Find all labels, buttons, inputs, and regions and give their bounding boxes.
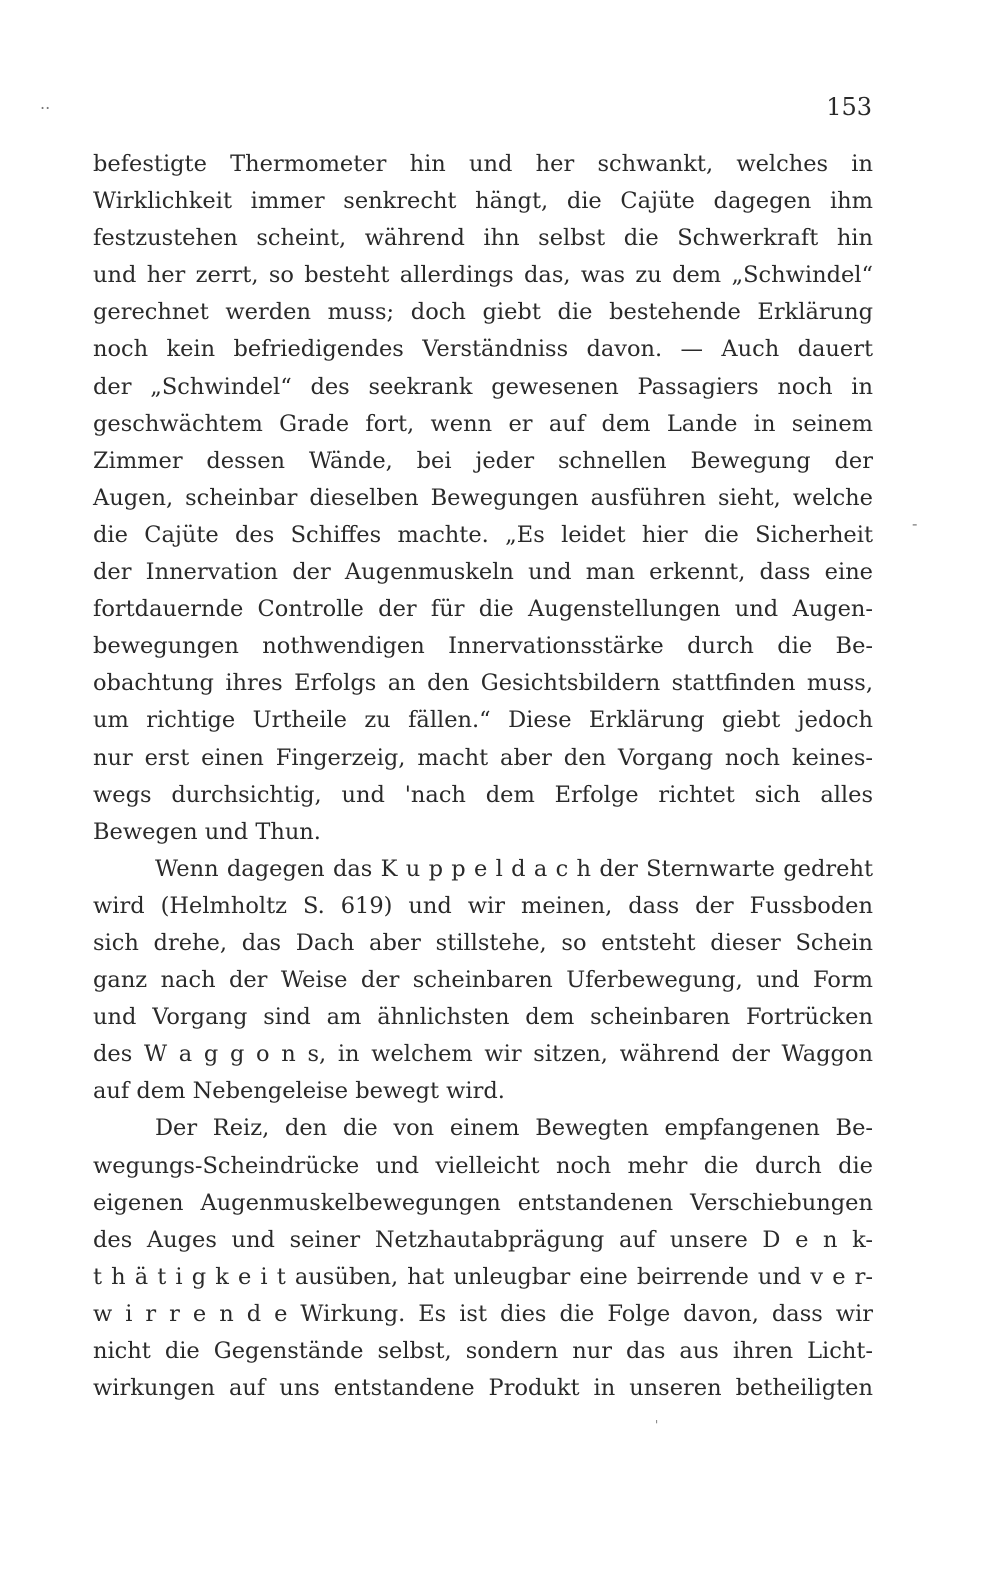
body-text bbox=[93, 146, 873, 1407]
text-line: ganz nach der Weise der scheinbaren Uferbewegung, und Form bbox=[93, 967, 873, 994]
text-line: obachtung ihres Erfolgs an den Gesichtsbildern stattfinden muss, bbox=[93, 670, 873, 697]
text-line: des W a g g o n s, in welchem wir sitzen, während der Waggon bbox=[93, 1041, 873, 1068]
text-line: Wenn dagegen das K u p p e l d a c h der Sternwarte gedreht bbox=[155, 855, 873, 882]
text-line: w i r r e n d e Wirkung. Es ist dies die Folge davon, dass wir bbox=[93, 1300, 873, 1327]
text-line: wegs durchsichtig, und 'nach dem Erfolge richtet sich alles bbox=[93, 781, 873, 808]
text-line: der „Schwindel“ des seekrank gewesenen Passagiers noch in bbox=[93, 373, 873, 400]
text-line: geschwächtem Grade fort, wenn er auf dem Lande in seinem bbox=[93, 410, 873, 437]
text-line: nur erst einen Fingerzeig, macht aber den Vorgang noch keines- bbox=[93, 744, 873, 771]
text-line: wirkungen auf uns entstandene Produkt in unseren betheiligten bbox=[93, 1375, 873, 1402]
text-line: und her zerrt, so besteht allerdings das, was zu dem „Schwindel“ bbox=[93, 262, 873, 289]
text-line: und Vorgang sind am ähnlichsten dem scheinbaren Fortrücken bbox=[93, 1004, 873, 1031]
text-line: nicht die Gegenstände selbst, sondern nur das aus ihren Licht- bbox=[93, 1338, 873, 1364]
scan-mark-right: - bbox=[912, 514, 918, 533]
text-line: Der Reiz, den die von einem Bewegten empfangenen Be- bbox=[155, 1115, 873, 1142]
text-line: eigenen Augenmuskelbewegungen entstandenen Verschiebungen bbox=[93, 1189, 873, 1216]
text-line: sich drehe, das Dach aber stillstehe, so entsteht dieser Schein bbox=[93, 929, 873, 956]
text-line: gerechnet werden muss; doch giebt die bestehende Erklärung bbox=[93, 299, 873, 326]
text-line: um richtige Urtheile zu fällen.“ Diese Erklärung giebt jedoch bbox=[93, 707, 873, 734]
text-line: der Innervation der Augenmuskeln und man erkennt, dass eine bbox=[93, 559, 873, 586]
scan-mark-bottom: ' bbox=[655, 1418, 659, 1432]
text-line: festzustehen scheint, während ihn selbst die Schwerkraft hin bbox=[93, 225, 873, 252]
text-line: t h ä t i g k e i t ausüben, hat unleugbar eine beirrende und v e r- bbox=[93, 1263, 873, 1290]
text-line: Bewegen und Thun. bbox=[93, 818, 321, 845]
text-line: befestigte Thermometer hin und her schwankt, welches in bbox=[93, 151, 873, 177]
text-line: Augen, scheinbar dieselben Bewegungen ausführen sieht, welche bbox=[93, 484, 873, 511]
text-line: fortdauernde Controlle der für die Augenstellungen und Augen- bbox=[93, 596, 873, 623]
text-line: bewegungen nothwendigen Innervationsstärke durch die Be- bbox=[93, 633, 873, 660]
text-line: die Cajüte des Schiffes machte. „Es leidet hier die Sicherheit bbox=[93, 521, 873, 548]
text-line: des Auges und seiner Netzhautabprägung auf unsere D e n k- bbox=[93, 1226, 873, 1253]
text-line: wegungs-Scheindrücke und vielleicht noch mehr die durch die bbox=[93, 1152, 873, 1179]
text-line: auf dem Nebengeleise bewegt wird. bbox=[93, 1078, 505, 1105]
page-number: 153 bbox=[826, 93, 872, 121]
scan-mark-top: .. bbox=[40, 94, 51, 113]
text-line: wird (Helmholtz S. 619) und wir meinen, dass der Fussboden bbox=[93, 892, 873, 919]
text-line: noch kein befriedigendes Verständniss davon. — Auch dauert bbox=[93, 336, 873, 363]
text-line: Zimmer dessen Wände, bei jeder schnellen Bewegung der bbox=[93, 447, 873, 474]
text-line: Wirklichkeit immer senkrecht hängt, die Cajüte dagegen ihm bbox=[93, 188, 873, 215]
